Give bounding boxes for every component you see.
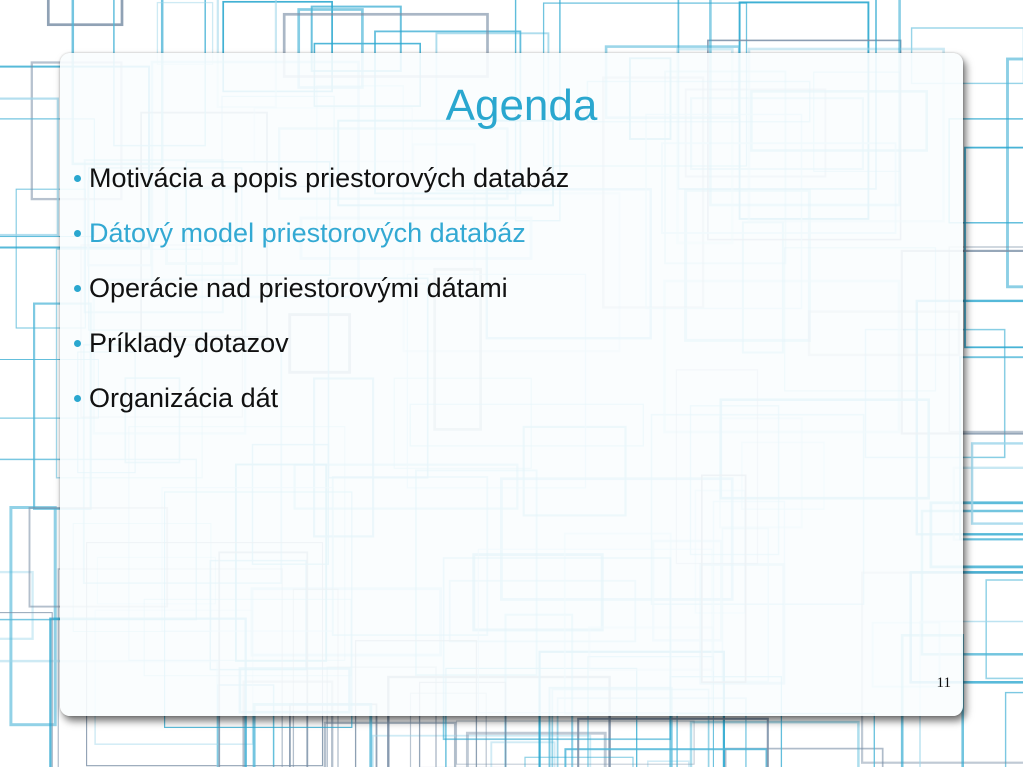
agenda-item-1 <box>74 151 569 206</box>
background-rect <box>691 722 858 767</box>
bullet-icon <box>74 395 81 402</box>
slide-content-panel <box>60 53 963 716</box>
background-rect <box>0 613 52 767</box>
background-rect <box>1008 59 1023 287</box>
background-rect <box>48 0 122 25</box>
background-rect <box>0 572 33 639</box>
bullet-icon <box>74 175 81 182</box>
agenda-item-label: Príklady dotazov <box>89 328 289 358</box>
agenda-item-4 <box>74 316 569 371</box>
agenda-item-3 <box>74 261 569 316</box>
agenda-item-2 <box>74 206 569 261</box>
slide-title: Agenda <box>445 81 598 130</box>
bullet-icon <box>74 285 81 292</box>
background-rect <box>1006 693 1023 767</box>
background-rect <box>491 742 554 767</box>
background-rect <box>986 580 1023 678</box>
agenda-item-5 <box>74 371 569 426</box>
bullet-icon <box>74 340 81 347</box>
agenda-item-label: Motivácia a popis priestorových databáz <box>89 163 570 193</box>
agenda-item-label: Operácie nad priestorovými dátami <box>89 273 508 303</box>
agenda-item-label: Dátový model priestorových databáz <box>89 218 526 248</box>
agenda-list <box>74 151 569 426</box>
bullet-icon <box>74 230 81 237</box>
page-number: 11 <box>936 675 951 691</box>
agenda-item-label: Organizácia dát <box>89 383 279 413</box>
